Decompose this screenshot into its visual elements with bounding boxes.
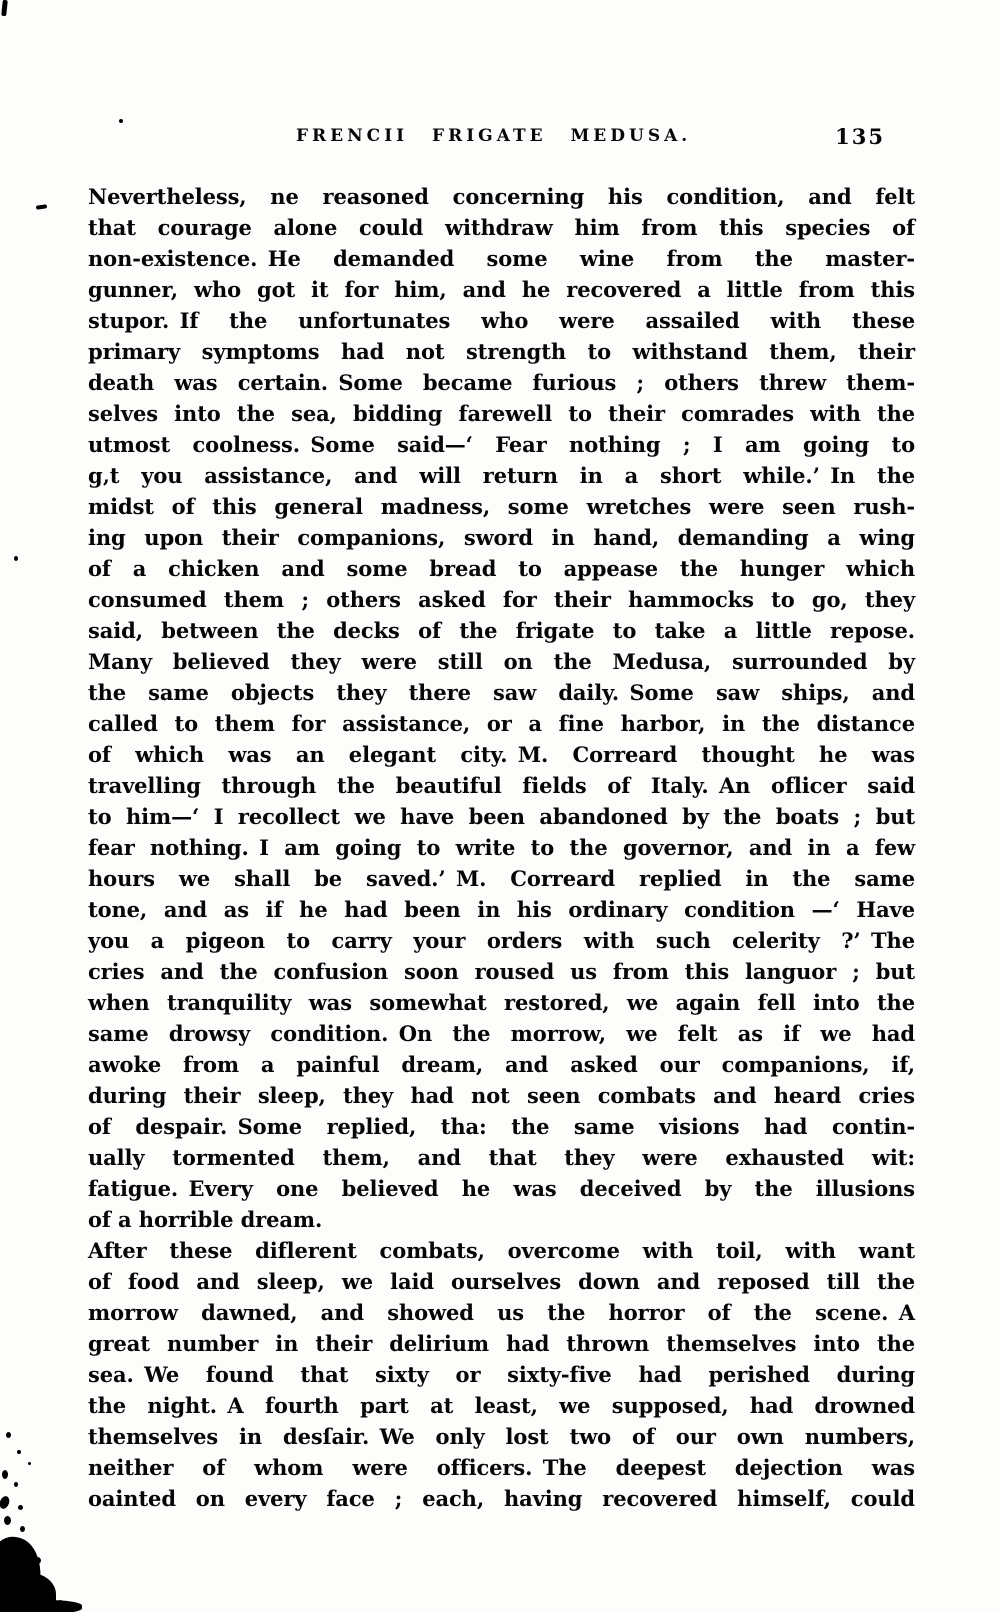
- text-line: primary symptoms had not strength to withstand them, their: [88, 339, 915, 364]
- text-line: of which was an elegant city. M. Correard thought he was: [88, 742, 915, 767]
- page-number: 135: [835, 124, 885, 149]
- running-header-title: FRENCII FRIGATE MEDUSA.: [295, 126, 692, 146]
- text-line: morrow dawned, and showed us the horror of the scene. A: [88, 1300, 915, 1325]
- text-line: that courage alone could withdraw him from this species of: [88, 215, 915, 240]
- text-line: cries and the confusion soon roused us from this languor ; but: [88, 959, 915, 984]
- text-line: Nevertheless, ne reasoned concerning his condition, and felt: [88, 184, 915, 209]
- text-line: you a pigeon to carry your orders with such celerity ?’ The: [88, 928, 915, 953]
- scan-artifact: [34, 1557, 41, 1564]
- text-line: themselves in desſair. We only lost two of our own numbers,: [88, 1424, 915, 1449]
- text-line: tone, and as if he had been in his ordinary condition —‘ Have: [88, 897, 915, 922]
- text-line: g‚t you assistance, and will return in a short while.’ In the: [88, 463, 915, 488]
- scan-artifact: [0, 1495, 11, 1510]
- scan-artifact: [2, 1470, 8, 1479]
- text-line: oainted on every face ; each, having recovered himself, could: [88, 1486, 915, 1511]
- scan-artifact: [14, 1482, 18, 1487]
- text-line: utmost coolness. Some said—‘ Fear nothing ; I am going to: [88, 432, 915, 457]
- text-line: midst of this general madness, some wretches were seen rush-: [88, 494, 915, 519]
- scan-artifact: [17, 1450, 21, 1454]
- text-line: during their sleep, they had not seen combats and heard cries: [88, 1083, 915, 1108]
- text-line: when tranquility was somewhat restored, we again fell into the: [88, 990, 915, 1015]
- scan-artifact: [1, 0, 8, 16]
- text-line: called to them for assistance, or a fine harbor, in the distance: [88, 711, 915, 736]
- text-line: gunner, who got it for him, and he recovered a little from this: [88, 277, 915, 302]
- scan-artifact: [20, 1526, 25, 1532]
- text-line: fatigue. Every one believed he was deceived by the illusions: [88, 1176, 915, 1201]
- text-line: of a horrible dream.: [88, 1207, 323, 1232]
- text-line: After these diflerent combats, overcome with toil, with want: [88, 1238, 915, 1263]
- text-line: death was certain. Some became furious ; others threw them-: [88, 370, 915, 395]
- scan-artifact: [18, 1505, 23, 1510]
- scan-artifact: [6, 1432, 11, 1438]
- text-line: of despair. Some replied, tha: the same visions had contin-: [88, 1114, 915, 1139]
- text-line: awoke from a painful dream, and asked our companions, if,: [88, 1052, 915, 1077]
- text-line: Many believed they were still on the Medusa, surrounded by: [88, 649, 915, 674]
- paragraph-2: [88, 1235, 915, 1514]
- scan-artifact: [0, 1600, 82, 1612]
- text-line: to him—‘ I recollect we have been abandoned by the boats ; but: [88, 804, 915, 829]
- scan-artifact: [119, 119, 123, 123]
- scan-artifact: [28, 1462, 31, 1465]
- text-line: said, between the decks of the frigate to take a little repose.: [88, 618, 915, 643]
- text-line: neither of whom were officers. The deepest dejection was: [88, 1455, 915, 1480]
- text-line: same drowsy condition. On the morrow, we felt as if we had: [88, 1021, 915, 1046]
- scan-artifact: [36, 204, 47, 209]
- text-line: sea. We found that sixty or sixty-five had perished during: [88, 1362, 915, 1387]
- text-line: travelling through the beautiful fields of Italy. An oflicer said: [88, 773, 915, 798]
- text-line: selves into the sea, bidding farewell to their comrades with the: [88, 401, 915, 426]
- scan-artifact: [58, 1600, 63, 1606]
- text-line: stupor. If the unfortunates who were assailed with these: [88, 308, 915, 333]
- text-line: non-existence. He demanded some wine from the master-: [88, 246, 915, 271]
- text-line: of food and sleep, we laid ourselves down and reposed till the: [88, 1269, 915, 1294]
- text-line: of a chicken and some bread to appease the hunger which: [88, 556, 915, 581]
- text-line: ually tormented them, and that they were exhausted wit:: [88, 1145, 915, 1170]
- text-line: consumed them ; others asked for their hammocks to go, they: [88, 587, 915, 612]
- scan-artifact: [14, 556, 18, 561]
- running-header: [88, 126, 915, 156]
- text-line: the night. A fourth part at least, we supposed, had drowned: [88, 1393, 915, 1418]
- scan-artifact: [4, 1516, 11, 1525]
- body-text: [88, 181, 915, 1514]
- scan-artifact: [48, 1584, 54, 1593]
- text-line: great number in their delirium had thrown themselves into the: [88, 1331, 915, 1356]
- paragraph-1: [88, 181, 915, 1235]
- text-line: the same objects they there saw daily. Some saw ships, and: [88, 680, 915, 705]
- text-line: fear nothing. I am going to write to the governor, and in a few: [88, 835, 915, 860]
- text-line: hours we shall be saved.’ M. Correard replied in the same: [88, 866, 915, 891]
- text-line: ing upon their companions, sword in hand, demanding a wing: [88, 525, 915, 550]
